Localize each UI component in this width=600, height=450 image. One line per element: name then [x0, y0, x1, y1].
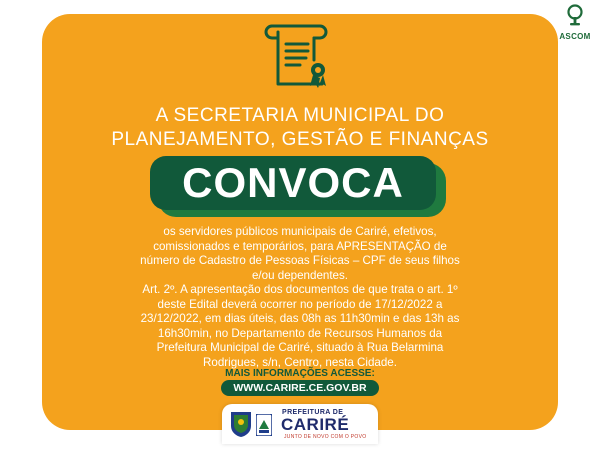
- paragraph-line: e/ou dependentes.: [251, 268, 349, 282]
- paragraph-line: comissionados e temporários, para APRESENTAÇÃO de: [153, 239, 447, 253]
- paragraph-line: Rodrigues, s/n, Centro, nesta Cidade.: [203, 355, 397, 369]
- body-paragraph-2: [100, 283, 500, 370]
- ascom-logo: [557, 4, 593, 41]
- headline-line-2: PLANEJAMENTO, GESTÃO E FINANÇAS: [111, 129, 489, 150]
- paragraph-line: os servidores públicos municipais de Cariré, efetivos,: [163, 225, 437, 238]
- municipal-crest-icon: [230, 410, 252, 438]
- convoca-badge: CONVOCA: [150, 156, 436, 210]
- logo-small-text: PREFEITURA DE: [282, 409, 344, 416]
- paragraph-line: 16h30min, no Departamento de Recursos Humanos da: [157, 326, 443, 340]
- paragraph-line: Prefeitura Municipal de Cariré, situado à Rua Belarmina: [156, 341, 444, 354]
- paragraph-line: 23/12/2022, em dias úteis, das 08h as 11h30min e das 13h as: [140, 312, 460, 325]
- logo-slogan: JUNTO DE NOVO COM O POVO: [284, 434, 367, 440]
- paragraph-line: Art. 2º. A apresentação dos documentos de que trata o art. 1º: [142, 283, 458, 296]
- ascom-logo-icon: [565, 4, 585, 26]
- ascom-label: ASCOM: [559, 32, 591, 41]
- headline-line-1: A SECRETARIA MUNICIPAL DO: [155, 105, 445, 126]
- more-info-label: MAIS INFORMAÇÕES ACESSE:: [225, 368, 375, 379]
- paragraph-line: número de Cadastro de Pessoas Físicas – CPF de seus filhos: [140, 254, 460, 267]
- headline: [60, 104, 540, 152]
- paragraph-line: deste Edital deverá ocorrer no período de 17/12/2022 a: [157, 297, 443, 311]
- body-paragraph-1: [100, 225, 500, 283]
- document-certificate-icon: [258, 18, 342, 90]
- website-link[interactable]: WWW.CARIRE.CE.GOV.BR: [221, 380, 379, 396]
- crest-emblem-icon: [256, 414, 272, 436]
- logo-city-name: CARIRÉ: [281, 415, 350, 434]
